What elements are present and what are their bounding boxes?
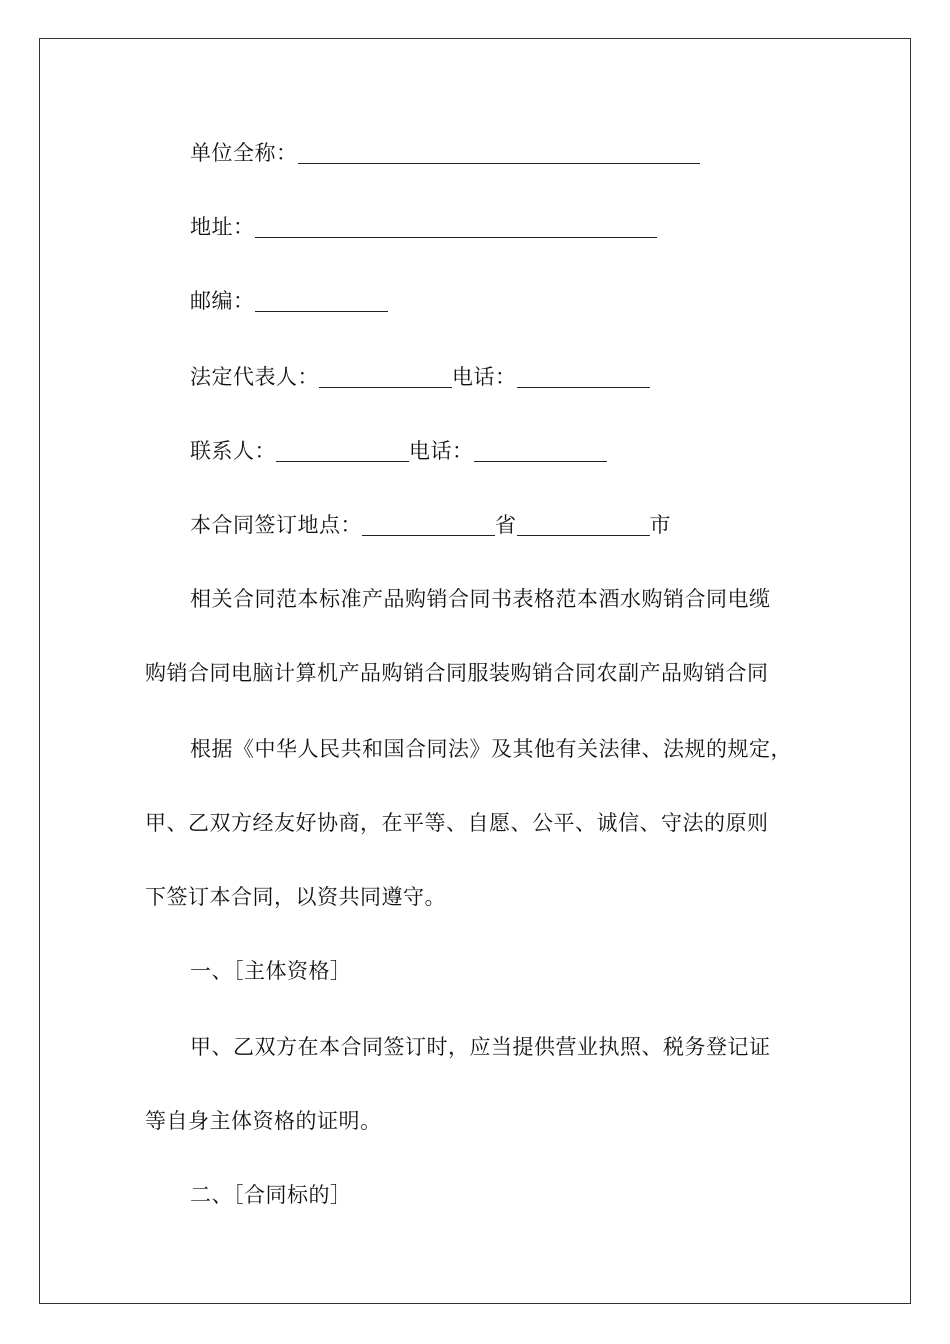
legal-rep-row [190,362,650,392]
basis-line-3: 下签订本合同，以资共同遵守。 [145,885,446,909]
phone-label-1: 电话： [452,365,517,389]
postcode-label: 邮编： [190,289,255,313]
contact-label: 联系人： [190,439,276,463]
phone-blank-2[interactable] [474,441,607,462]
basis-line-1: 根据《中华人民共和国合同法》及其他有关法律、法规的规定， [190,737,792,761]
city-suffix: 市 [649,513,671,537]
unit-name-row [190,138,700,168]
section-2-heading: 二、［合同标的］ [190,1183,352,1207]
section-1-heading: 一、［主体资格］ [190,959,352,983]
legal-rep-blank[interactable] [319,367,452,388]
section-1-line-1: 甲、乙双方在本合同签订时，应当提供营业执照、税务登记证 [190,1035,771,1059]
address-label: 地址： [190,215,255,239]
address-row [190,212,657,242]
contact-blank[interactable] [276,441,409,462]
contact-row [190,436,607,466]
province-blank[interactable] [362,515,495,536]
phone-blank-1[interactable] [517,367,650,388]
province-suffix: 省 [495,513,517,537]
sign-place-row [190,510,671,540]
legal-rep-label: 法定代表人： [190,365,319,389]
phone-label-2: 电话： [409,439,474,463]
postcode-row [190,286,388,316]
unit-name-label: 单位全称： [190,141,298,165]
city-blank[interactable] [517,515,650,536]
postcode-blank[interactable] [255,291,388,312]
sign-place-label: 本合同签订地点： [190,513,362,537]
unit-name-blank[interactable] [298,143,700,164]
section-1-line-2: 等自身主体资格的证明。 [145,1109,382,1133]
related-line-2: 购销合同电脑计算机产品购销合同服装购销合同农副产品购销合同 [145,661,769,685]
related-line-1: 相关合同范本标准产品购销合同书表格范本酒水购销合同电缆 [190,587,771,611]
address-blank[interactable] [255,217,657,238]
basis-line-2: 甲、乙双方经友好协商，在平等、自愿、公平、诚信、守法的原则 [145,811,769,835]
